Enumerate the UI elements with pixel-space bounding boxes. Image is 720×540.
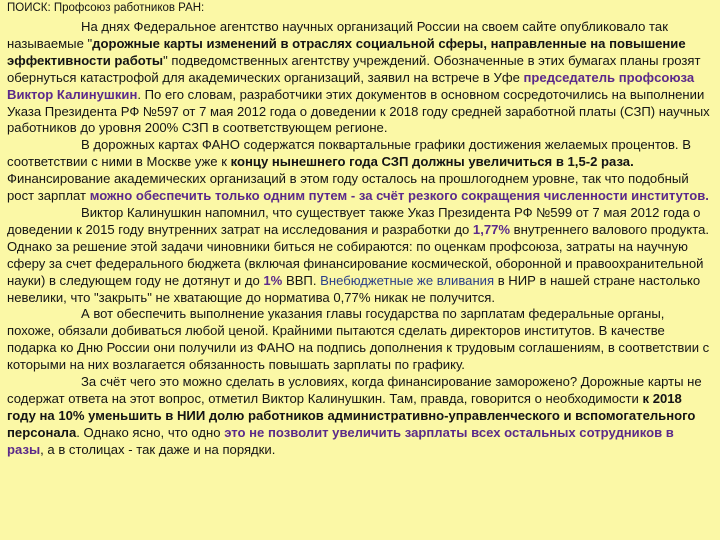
- body-text: В дорожных картах ФАНО содержатся поквартальные графики достижения желаемых процентов. В соответствии с ними в Москве уже к: [7, 137, 691, 170]
- highlight-text: Внебюджетные же вливания: [320, 272, 495, 288]
- paragraph-2: [7, 137, 712, 205]
- body-text: На днях Федеральное агентство научных организаций России на своем сайте опубликовало так называемые ": [7, 19, 668, 51]
- paragraph-4: [7, 306, 712, 374]
- paragraph-1: [7, 19, 712, 137]
- body-text: внутреннего валового продукта. Однако за решение этой задачи чиновники биться не собираются: по оценкам профсоюза, затраты на научную сферу за счет федерального бюджета (включая финансирование космической, оборонной и правоохранительной науки) в следующем году не дотянут и до: [7, 221, 709, 288]
- body-text: . По его словам, разработчики этих документов в основном сосредоточились на выполнении Указа Президента РФ №597 от 7 мая 2012 года о доведении к 2018 году средней заработной платы (СЗП) научных работников до уровня 200% СЗП в соответствующем регионе.: [7, 86, 710, 136]
- body-text: Финансирование академических организаций в этом году осталось на прошлогоднем уровне, так что подобный рост зарплат: [7, 171, 689, 204]
- emphasis-text: это не позволит увеличить зарплаты всех остальных сотрудников в разы: [7, 424, 674, 457]
- body-text: , а в столицах - так даже и на порядки.: [40, 441, 276, 457]
- emphasis-text: к 2018 году на 10% уменьшить в НИИ долю работников административно-управленческого и вспомогательного персонала: [7, 390, 696, 440]
- source-label: ПОИСК: Профсоюз работников РАН:: [7, 2, 205, 14]
- body-text: в НИР в нашей стране настолько невелики, что "закрыть" не хватающие до норматива 0,77% никак не получится.: [7, 272, 701, 305]
- paragraph-5: [7, 374, 712, 459]
- body-text: ВВП.: [282, 272, 321, 288]
- emphasis-text: председатель профсоюза Виктор Калинушкин: [7, 69, 695, 102]
- article-body: [7, 19, 712, 459]
- emphasis-text: концу нынешнего года СЗП должны увеличиться в 1,5-2 раза.: [230, 154, 634, 170]
- emphasis-text: 1%: [263, 272, 283, 288]
- body-text: . Однако ясно, что одно: [76, 424, 225, 440]
- body-text: А вот обеспечить выполнение указания главы государства по зарплатам федеральные органы, похоже, обязали добиваться любой ценой. Крайними пытаются сделать директоров институтов. В качестве подарка ко Дню России они получили из ФАНО на подпись дополнения к трудовым соглашениям, в соответствии с которыми на них возлагается обязанность повышать зарплаты по графику.: [7, 306, 710, 373]
- body-text: Виктор Калинушкин напомнил, что существует также Указ Президента РФ №599 от 7 мая 2012 года о доведении к 2015 году внутренних затрат на исследования и разработки до: [7, 204, 701, 237]
- paragraph-3: [7, 205, 712, 306]
- emphasis-text: можно обеспечить только одним путем - за счёт резкого сокращения численности институтов.: [89, 188, 709, 204]
- body-text: За счёт чего это можно сделать в условиях, когда финансирование заморожено? Дорожные карты не содержат ответа на этот вопрос, отметил Виктор Калинушкин. Там, правда, говорится о необходимости: [7, 374, 702, 406]
- emphasis-text: дорожные карты изменений в отраслях социальной сферы, направленные на повышение эффективности работы: [7, 35, 686, 68]
- body-text: " подведомственных агентству учреждений. Обозначенные в этих бумагах планы грозят обернуться катастрофой для академических организаций, заявил на встрече в Уфе: [7, 52, 701, 85]
- emphasis-text: 1,77%: [472, 221, 511, 237]
